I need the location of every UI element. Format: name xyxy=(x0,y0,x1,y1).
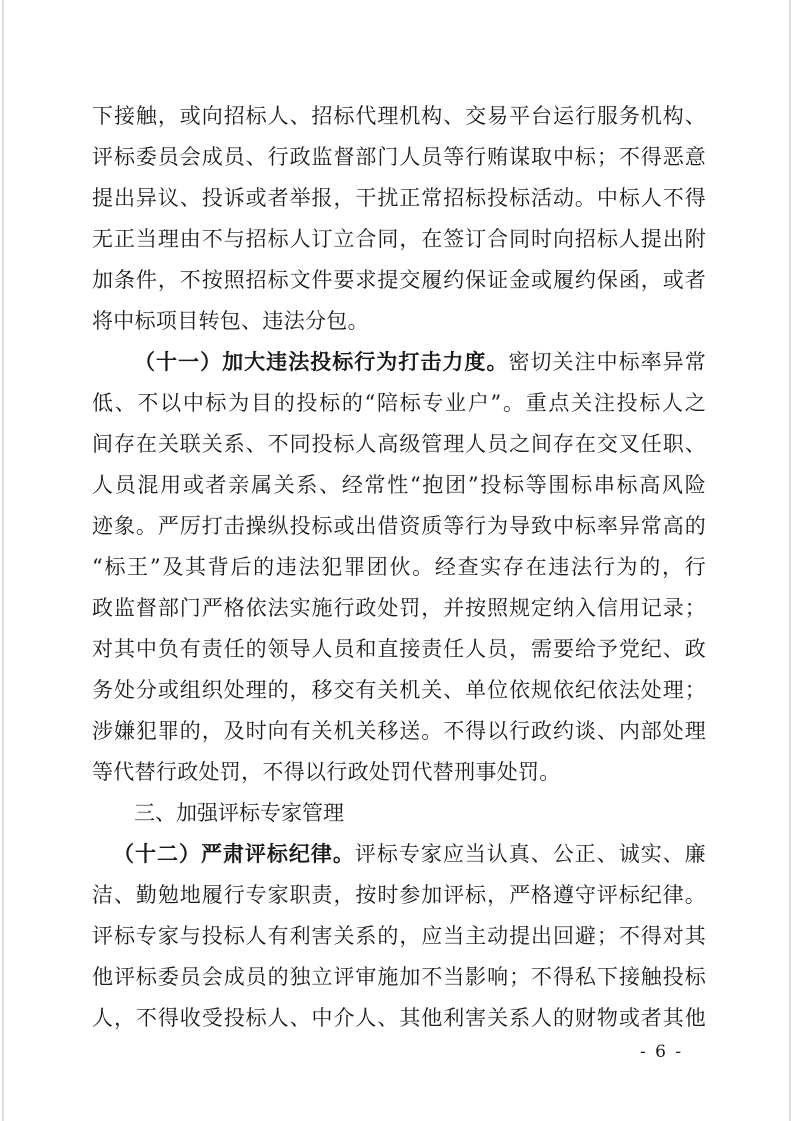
text-line: 加条件，不按照招标文件要求提交履约保证金或履约保函，或者 xyxy=(92,268,706,292)
text-line: 无正当理由不与招标人订立合同，在签订合同时向招标人提出附 xyxy=(92,227,706,251)
section-heading: 三、加强评标专家管理 xyxy=(134,801,344,825)
scan-edge-right xyxy=(789,0,791,1121)
text-line: 等代替行政处罚，不得以行政处罚代替刑事处罚。 xyxy=(92,760,561,784)
page-number: - 6 - xyxy=(640,1042,684,1062)
paragraph-12-title: （十二）严肃评标纪律。 xyxy=(113,841,355,866)
text-line: 低、不以中标为目的投标的“陪标专业户”。重点关注投标人之 xyxy=(92,391,706,415)
text-line: 人员混用或者亲属关系、经常性“抱团”投标等围标串标高风险 xyxy=(92,473,706,497)
text-line: 将中标项目转包、违法分包。 xyxy=(92,309,369,333)
paragraph-12-first-rest: 评标专家应当认真、公正、诚实、廉 xyxy=(354,842,706,866)
text-line: 人，不得收受投标人、中介人、其他利害关系人的财物或者其他 xyxy=(92,1006,706,1030)
text-line: 政监督部门严格依法实施行政处罚，并按照规定纳入信用记录； xyxy=(92,596,706,620)
text-line: “标王”及其背后的违法犯罪团伙。经查实存在违法行为的，行 xyxy=(92,555,706,579)
paragraph-11-first-line xyxy=(134,347,706,377)
text-line: 迹象。严厉打击操纵投标或出借资质等行为导致中标率异常高的 xyxy=(92,514,706,538)
paragraph-11-title: （十一）加大违法投标行为打击力度。 xyxy=(134,349,509,374)
text-line: 他评标委员会成员的独立评审施加不当影响；不得私下接触投标 xyxy=(92,965,706,989)
text-line: 间存在关联关系、不同投标人高级管理人员之间存在交叉任职、 xyxy=(92,432,706,456)
text-line: 评标专家与投标人有利害关系的，应当主动提出回避；不得对其 xyxy=(92,924,706,948)
text-line: 对其中负有责任的领导人员和直接责任人员，需要给予党纪、政 xyxy=(92,637,706,661)
text-line: 评标委员会成员、行政监督部门人员等行贿谋取中标；不得恶意 xyxy=(92,145,706,169)
text-line: 下接触，或向招标人、招标代理机构、交易平台运行服务机构、 xyxy=(92,104,706,128)
text-line: 涉嫌犯罪的，及时向有关机关移送。不得以行政约谈、内部处理 xyxy=(92,719,706,743)
paragraph-12-first-line xyxy=(113,839,706,869)
scan-edge-left xyxy=(2,0,4,1121)
text-line: 洁、勤勉地履行专家职责，按时参加评标，严格遵守评标纪律。 xyxy=(92,883,706,907)
text-line: 务处分或组织处理的，移交有关机关、单位依规依纪依法处理； xyxy=(92,678,706,702)
text-line: 提出异议、投诉或者举报，干扰正常招标投标活动。中标人不得 xyxy=(92,186,706,210)
paragraph-11-first-rest: 密切关注中标率异常 xyxy=(508,350,706,374)
